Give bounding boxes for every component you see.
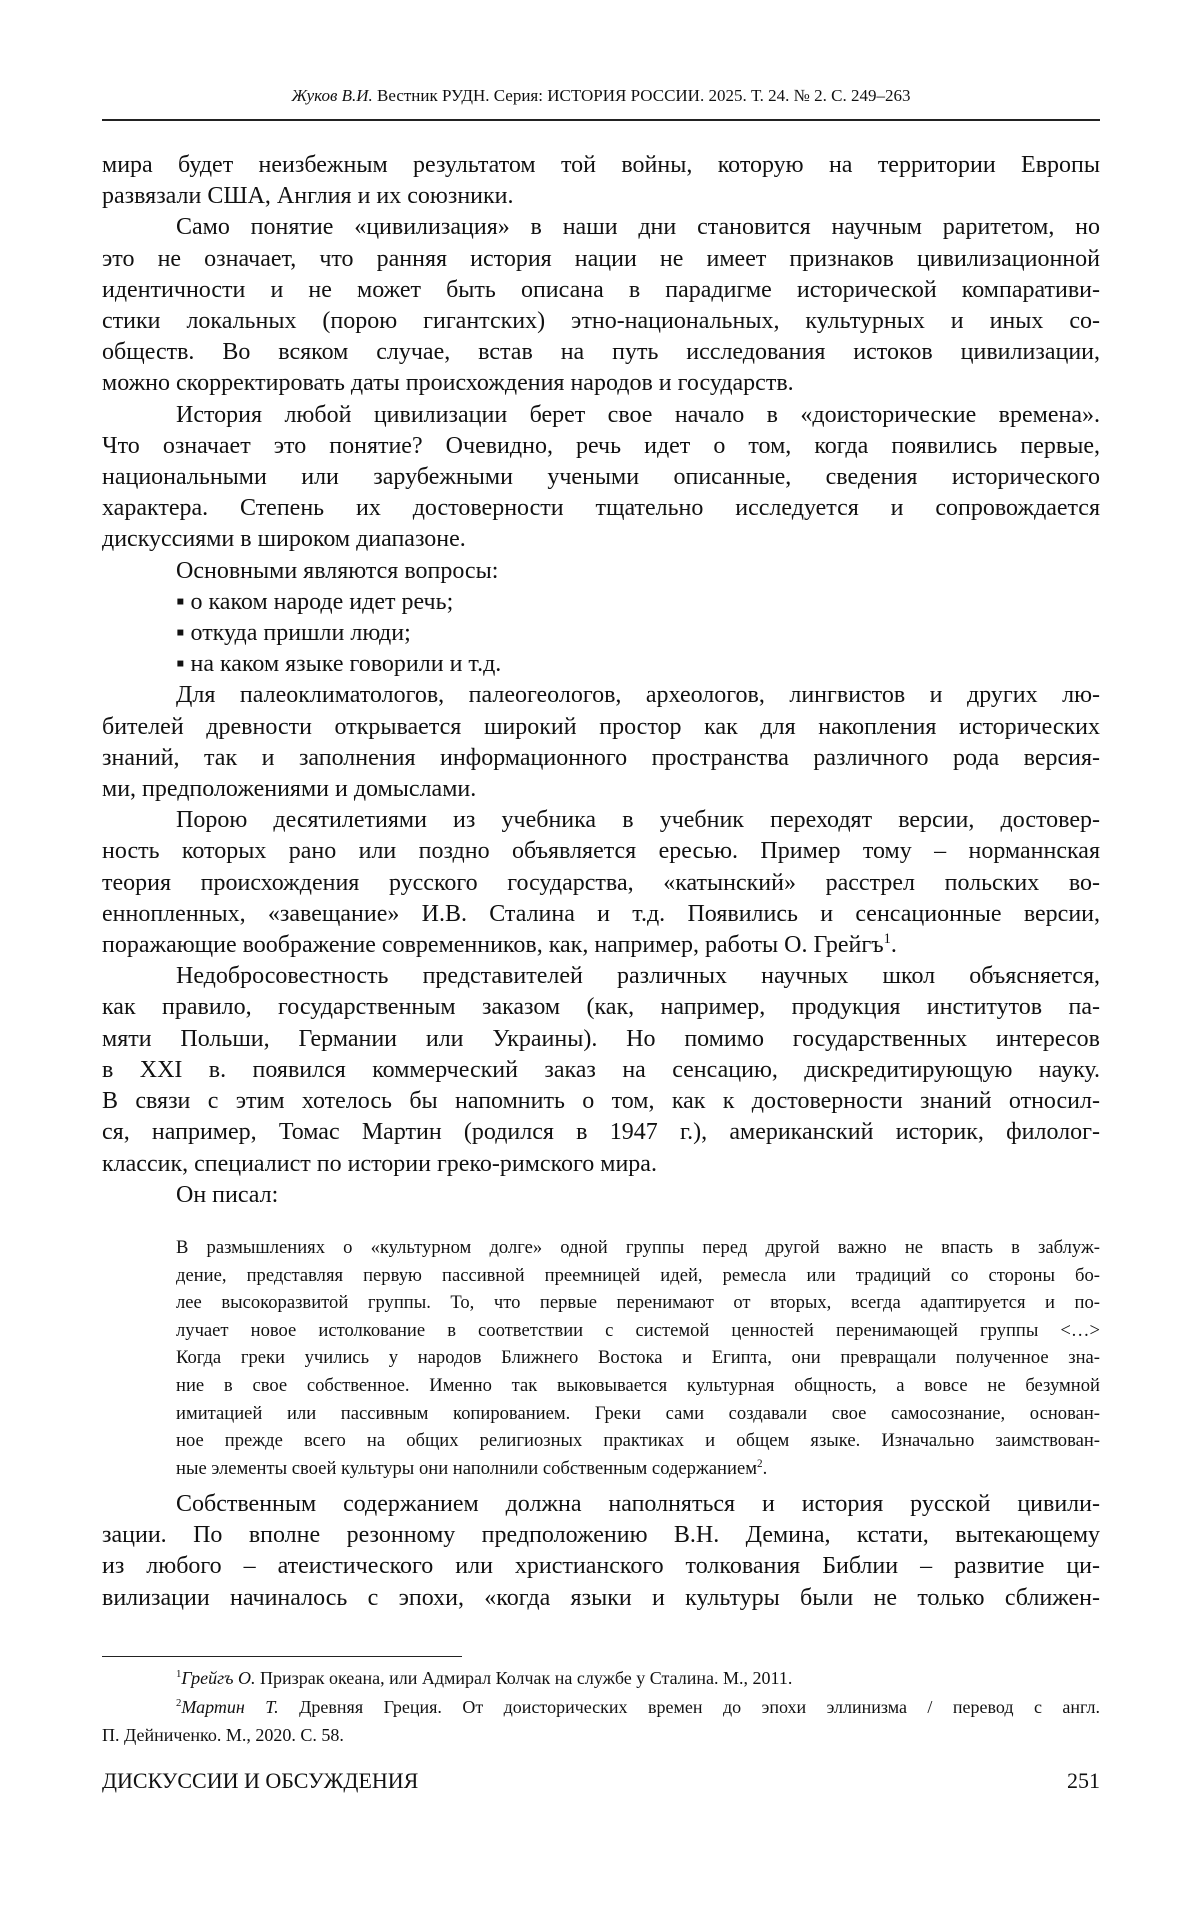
text-line: Когда греки учились у народов Ближнего Востока и Египта, они превращали полученное зна-: [176, 1344, 1100, 1372]
text-line: развязали США, Англия и их союзники.: [102, 181, 1100, 212]
text-line: Что означает это понятие? Очевидно, речь идет о том, когда появились первые,: [102, 431, 1100, 462]
footnote-2: [102, 1693, 1100, 1722]
text-line: ми, предположениями и домыслами.: [102, 774, 1100, 805]
text-line: классик, специалист по истории греко-римского мира.: [102, 1149, 1100, 1180]
text-line: [102, 930, 1100, 961]
footnote-text: Древняя Греция. От доисторических времен до эпохи эллинизма / перевод с англ.: [279, 1697, 1100, 1717]
running-header: [102, 86, 1100, 106]
text-line: ное прежде всего на общих религиозных практиках и общем языке. Изначально заимствован-: [176, 1427, 1100, 1455]
text-line: это не означает, что ранняя история нации не имеет признаков цивилизационной: [102, 244, 1100, 275]
footnote-ref[interactable]: 1: [884, 931, 891, 947]
header-rule: [102, 119, 1100, 121]
footnote-rule: [102, 1656, 462, 1657]
text-line: идентичности и не может быть описана в парадигме исторической компаративи-: [102, 275, 1100, 306]
footnote-ref[interactable]: 2: [757, 1458, 763, 1470]
text-line: теория происхождения русского государства, «катынский» расстрел польских во-: [102, 868, 1100, 899]
text-line: дение, представляя первую пассивной преемницей идей, ремесла или традиций со стороны бо-: [176, 1262, 1100, 1290]
text-line: мира будет неизбежным результатом той войны, которую на территории Европы: [102, 150, 1100, 181]
text-line: [176, 1455, 1100, 1483]
text-line: ▪ о каком народе идет речь;: [102, 587, 1100, 618]
text-line: Само понятие «цивилизация» в наши дни становится научным раритетом, но: [102, 212, 1100, 243]
footnote-author: Мартин Т.: [181, 1697, 278, 1717]
text-line: Для палеоклиматологов, палеогеологов, археологов, лингвистов и других лю-: [102, 680, 1100, 711]
text-line: ность которых рано или поздно объявляется ересью. Пример тому – норманнская: [102, 836, 1100, 867]
text-line: обществ. Во всяком случае, встав на путь исследования истоков цивилизации,: [102, 337, 1100, 368]
text-line: Собственным содержанием должна наполняться и история русской цивили-: [102, 1489, 1100, 1520]
text-line: Он писал:: [102, 1180, 1100, 1211]
text-line: вилизации начиналось с эпохи, «когда языки и культуры были не только сближен-: [102, 1583, 1100, 1614]
text-line: Основными являются вопросы:: [102, 556, 1100, 587]
text-line: В связи с этим хотелось бы напомнить о том, как к достоверности знаний относил-: [102, 1086, 1100, 1117]
footnotes: [102, 1664, 1100, 1750]
text-line: дискуссиями в широком диапазоне.: [102, 524, 1100, 555]
text-line: можно скорректировать даты происхождения народов и государств.: [102, 368, 1100, 399]
body-text: [102, 150, 1100, 1211]
text-span: .: [891, 932, 897, 958]
text-span: ные элементы своей культуры они наполнили собственным содержанием: [176, 1458, 757, 1479]
text-line: характера. Степень их достоверности тщательно исследуется и сопровождается: [102, 493, 1100, 524]
header-author: Жуков В.И.: [292, 86, 373, 105]
text-line: лучает новое истолкование в соответствии с системой ценностей перенимающей группы <…>: [176, 1317, 1100, 1345]
footnote-author: Грейгъ О.: [181, 1668, 255, 1688]
text-line: Порою десятилетиями из учебника в учебник переходят версии, достовер-: [102, 805, 1100, 836]
text-line: знаний, так и заполнения информационного пространства различного рода версия-: [102, 743, 1100, 774]
page-footer: [102, 1768, 1100, 1794]
text-line: ся, например, Томас Мартин (родился в 1947 г.), американский историк, филолог-: [102, 1117, 1100, 1148]
text-line: мяти Польши, Германии или Украины). Но помимо государственных интересов: [102, 1024, 1100, 1055]
text-line: в XXI в. появился коммерческий заказ на сенсацию, дискредитирующую науку.: [102, 1055, 1100, 1086]
footer-section: ДИСКУССИИ И ОБСУЖДЕНИЯ: [102, 1768, 418, 1794]
block-quote: [176, 1234, 1100, 1482]
text-span: .: [763, 1458, 768, 1479]
text-line: стики локальных (порою гигантских) этно-национальных, культурных и иных со-: [102, 306, 1100, 337]
footnote-number: 2: [176, 1697, 181, 1709]
text-line: История любой цивилизации берет свое начало в «доисторические времена».: [102, 400, 1100, 431]
text-line: ▪ откуда пришли люди;: [102, 618, 1100, 649]
text-line: зации. По вполне резонному предположению В.Н. Демина, кстати, вытекающему: [102, 1520, 1100, 1551]
text-line: как правило, государственным заказом (как, например, продукция институтов па-: [102, 992, 1100, 1023]
text-line: ▪ на каком языке говорили и т.д.: [102, 649, 1100, 680]
page-number: 251: [1067, 1768, 1100, 1794]
text-line: лее высокоразвитой группы. То, что первые перенимают от вторых, всегда адаптируется и по-: [176, 1289, 1100, 1317]
text-line: Недобросовестность представителей различных научных школ объясняется,: [102, 961, 1100, 992]
text-line: В размышлениях о «культурном долге» одной группы перед другой важно не впасть в заблуж-: [176, 1234, 1100, 1262]
header-citation: Вестник РУДН. Серия: ИСТОРИЯ РОССИИ. 2025. Т. 24. № 2. С. 249–263: [373, 86, 911, 105]
text-span: поражающие воображение современников, как, например, работы О. Грейгъ: [102, 932, 884, 958]
text-line: еннопленных, «завещание» И.В. Сталина и т.д. Появились и сенсационные версии,: [102, 899, 1100, 930]
text-line: национальными или зарубежными учеными описанные, сведения исторического: [102, 462, 1100, 493]
text-line: бителей древности открывается широкий простор как для накопления исторических: [102, 712, 1100, 743]
body-text-continued: [102, 1489, 1100, 1614]
text-line: имитацией или пассивным копированием. Греки сами создавали свое самосознание, основан-: [176, 1400, 1100, 1428]
footnote-text: Призрак океана, или Адмирал Колчак на службе у Сталина. М., 2011.: [256, 1668, 793, 1688]
text-line: из любого – атеистического или христианского толкования Библии – развитие ци-: [102, 1551, 1100, 1582]
footnote-number: 1: [176, 1668, 181, 1680]
footnote-1: [102, 1664, 1100, 1693]
text-line: ние в свое собственное. Именно так выковывается культурная общность, а вовсе не безумной: [176, 1372, 1100, 1400]
footnote-continuation: П. Дейниченко. М., 2020. С. 58.: [102, 1721, 1100, 1750]
